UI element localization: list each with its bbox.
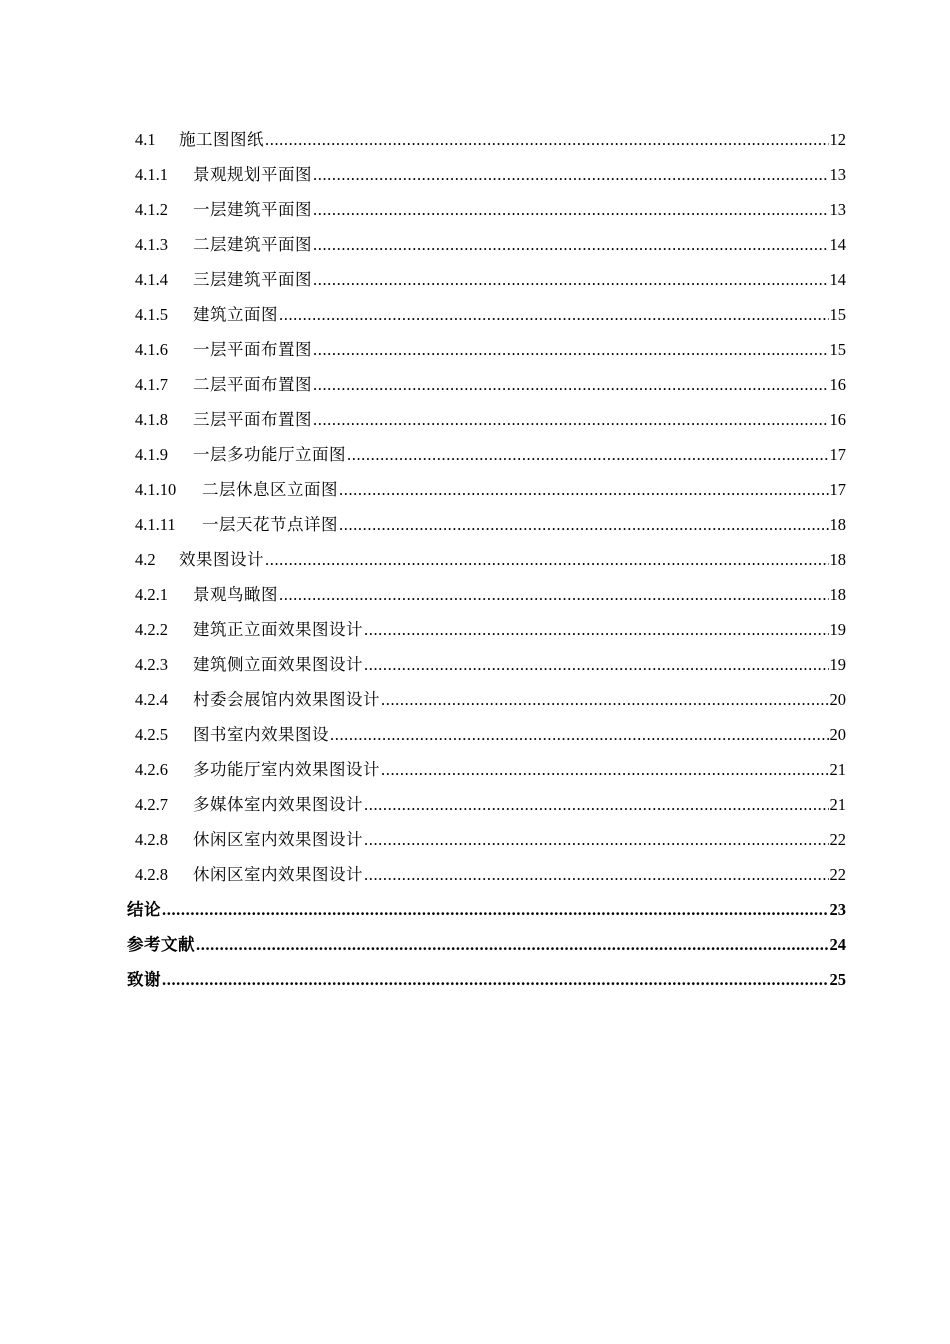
toc-entry-4-1-8[interactable] [0, 402, 846, 437]
toc-entry-page: 14 [829, 270, 846, 289]
toc-entry-title: 建筑立面图 [193, 305, 278, 324]
toc-entry-number: 4.1.3 [135, 235, 168, 254]
toc-entry-page: 22 [829, 830, 846, 849]
toc-entry-number: 4.1.8 [135, 410, 168, 429]
toc-entry-title: 结论 [127, 900, 161, 919]
toc-entry-page: 18 [829, 515, 846, 534]
toc-entry-page: 15 [829, 340, 846, 359]
dot-leader [339, 472, 829, 507]
toc-entry-number: 4.2.6 [135, 760, 168, 779]
toc-entry-title: 一层建筑平面图 [193, 200, 312, 219]
toc-entry-title: 建筑正立面效果图设计 [193, 620, 363, 639]
dot-leader [313, 262, 829, 297]
toc-entry-title: 二层平面布置图 [193, 375, 312, 394]
toc-entry-4-1-4[interactable] [0, 262, 846, 297]
dot-leader [313, 367, 829, 402]
toc-entry-title: 景观规划平面图 [193, 165, 312, 184]
toc-entry-title: 参考文献 [127, 935, 195, 954]
toc-entry-title: 施工图图纸 [179, 130, 264, 149]
dot-leader [339, 507, 829, 542]
dot-leader [330, 717, 829, 752]
toc-entry-4-1-11[interactable] [0, 507, 846, 542]
toc-entry-4-2-1[interactable] [0, 577, 846, 612]
toc-entry-4-1-3[interactable] [0, 227, 846, 262]
toc-entry-title: 建筑侧立面效果图设计 [193, 655, 363, 674]
dot-leader [162, 962, 829, 997]
toc-entry-number: 4.2 [135, 550, 156, 569]
toc-entry-4-2-4[interactable] [0, 682, 846, 717]
dot-leader [364, 822, 829, 857]
toc-entry-conclusion[interactable] [0, 892, 846, 927]
toc-entry-page: 12 [829, 130, 846, 149]
dot-leader [279, 297, 829, 332]
dot-leader [313, 332, 829, 367]
toc-entry-page: 20 [829, 725, 846, 744]
dot-leader [265, 542, 829, 577]
toc-entry-number: 4.2.5 [135, 725, 168, 744]
toc-entry-number: 4.1.5 [135, 305, 168, 324]
toc-entry-number: 4.2.3 [135, 655, 168, 674]
toc-entry-page: 21 [829, 795, 846, 814]
dot-leader [364, 857, 829, 892]
toc-entry-number: 4.1.9 [135, 445, 168, 464]
toc-entry-number: 4.2.4 [135, 690, 168, 709]
toc-entry-page: 21 [829, 760, 846, 779]
dot-leader [265, 122, 829, 157]
toc-entry-number: 4.1 [135, 130, 156, 149]
dot-leader [313, 227, 829, 262]
dot-leader [279, 577, 829, 612]
toc-entry-title: 三层平面布置图 [193, 410, 312, 429]
toc-entry-title: 效果图设计 [179, 550, 264, 569]
dot-leader [364, 612, 829, 647]
toc-entry-number: 4.2.1 [135, 585, 168, 604]
toc-entry-number: 4.1.10 [135, 480, 177, 499]
toc-entry-4-2-7[interactable] [0, 787, 846, 822]
toc-entry-page: 16 [829, 410, 846, 429]
toc-entry-page: 18 [829, 550, 846, 569]
toc-entry-number: 4.1.7 [135, 375, 168, 394]
toc-entry-4-1-9[interactable] [0, 437, 846, 472]
toc-entry-page: 23 [829, 900, 846, 919]
toc-entry-title: 景观鸟瞰图 [193, 585, 278, 604]
toc-entry-4-1-2[interactable] [0, 192, 846, 227]
dot-leader [162, 892, 829, 927]
toc-entry-page: 19 [829, 620, 846, 639]
dot-leader [313, 157, 829, 192]
dot-leader [364, 787, 829, 822]
toc-entry-title: 二层建筑平面图 [193, 235, 312, 254]
toc-entry-page: 19 [829, 655, 846, 674]
toc-entry-title: 致谢 [127, 970, 161, 989]
toc-entry-number: 4.1.11 [135, 515, 176, 534]
toc-entry-page: 17 [829, 480, 846, 499]
toc-entry-page: 17 [829, 445, 846, 464]
toc-entry-title: 休闲区室内效果图设计 [193, 830, 363, 849]
toc-entry-page: 20 [829, 690, 846, 709]
toc-entry-4-2-2[interactable] [0, 612, 846, 647]
toc-entry-title: 图书室内效果图设 [193, 725, 329, 744]
toc-entry-references[interactable] [0, 927, 846, 962]
toc-entry-page: 18 [829, 585, 846, 604]
dot-leader [196, 927, 829, 962]
toc-entry-4-1[interactable] [0, 122, 846, 157]
dot-leader [364, 647, 829, 682]
dot-leader [347, 437, 829, 472]
toc-entry-number: 4.1.2 [135, 200, 168, 219]
toc-entry-4-2-8-duplicate[interactable] [0, 857, 846, 892]
toc-entry-page: 24 [829, 935, 846, 954]
toc-entry-acknowledgements[interactable] [0, 962, 846, 997]
dot-leader [381, 682, 829, 717]
toc-entry-page: 14 [829, 235, 846, 254]
toc-entry-title: 休闲区室内效果图设计 [193, 865, 363, 884]
toc-entry-title: 一层天花节点详图 [202, 515, 338, 534]
toc-entry-4-1-5[interactable] [0, 297, 846, 332]
toc-entry-page: 15 [829, 305, 846, 324]
toc-entry-4-2-8[interactable] [0, 822, 846, 857]
toc-entry-4-1-10[interactable] [0, 472, 846, 507]
toc-entry-number: 4.1.4 [135, 270, 168, 289]
toc-entry-number: 4.1.6 [135, 340, 168, 359]
toc-entry-title: 村委会展馆内效果图设计 [193, 690, 380, 709]
toc-entry-4-1-6[interactable] [0, 332, 846, 367]
toc-entry-4-2[interactable] [0, 542, 846, 577]
toc-entry-4-2-6[interactable] [0, 752, 846, 787]
toc-entry-page: 16 [829, 375, 846, 394]
toc-entry-number: 4.2.2 [135, 620, 168, 639]
toc-entry-title: 一层平面布置图 [193, 340, 312, 359]
toc-entry-page: 25 [829, 970, 846, 989]
toc-entry-number: 4.1.1 [135, 165, 168, 184]
toc-entry-title: 二层休息区立面图 [202, 480, 338, 499]
toc-entry-4-1-7[interactable] [0, 367, 846, 402]
toc-entry-page: 22 [829, 865, 846, 884]
toc-entry-title: 多功能厅室内效果图设计 [193, 760, 380, 779]
dot-leader [381, 752, 829, 787]
toc-entry-4-2-3[interactable] [0, 647, 846, 682]
toc-entry-page: 13 [829, 200, 846, 219]
toc-entry-4-2-5[interactable] [0, 717, 846, 752]
toc-entry-title: 多媒体室内效果图设计 [193, 795, 363, 814]
table-of-contents [0, 122, 950, 997]
toc-entry-4-1-1[interactable] [0, 157, 846, 192]
dot-leader [313, 192, 829, 227]
toc-entry-title: 三层建筑平面图 [193, 270, 312, 289]
toc-entry-page: 13 [829, 165, 846, 184]
toc-entry-number: 4.2.8 [135, 830, 168, 849]
dot-leader [313, 402, 829, 437]
toc-entry-number: 4.2.7 [135, 795, 168, 814]
toc-entry-number: 4.2.8 [135, 865, 168, 884]
toc-entry-title: 一层多功能厅立面图 [193, 445, 346, 464]
